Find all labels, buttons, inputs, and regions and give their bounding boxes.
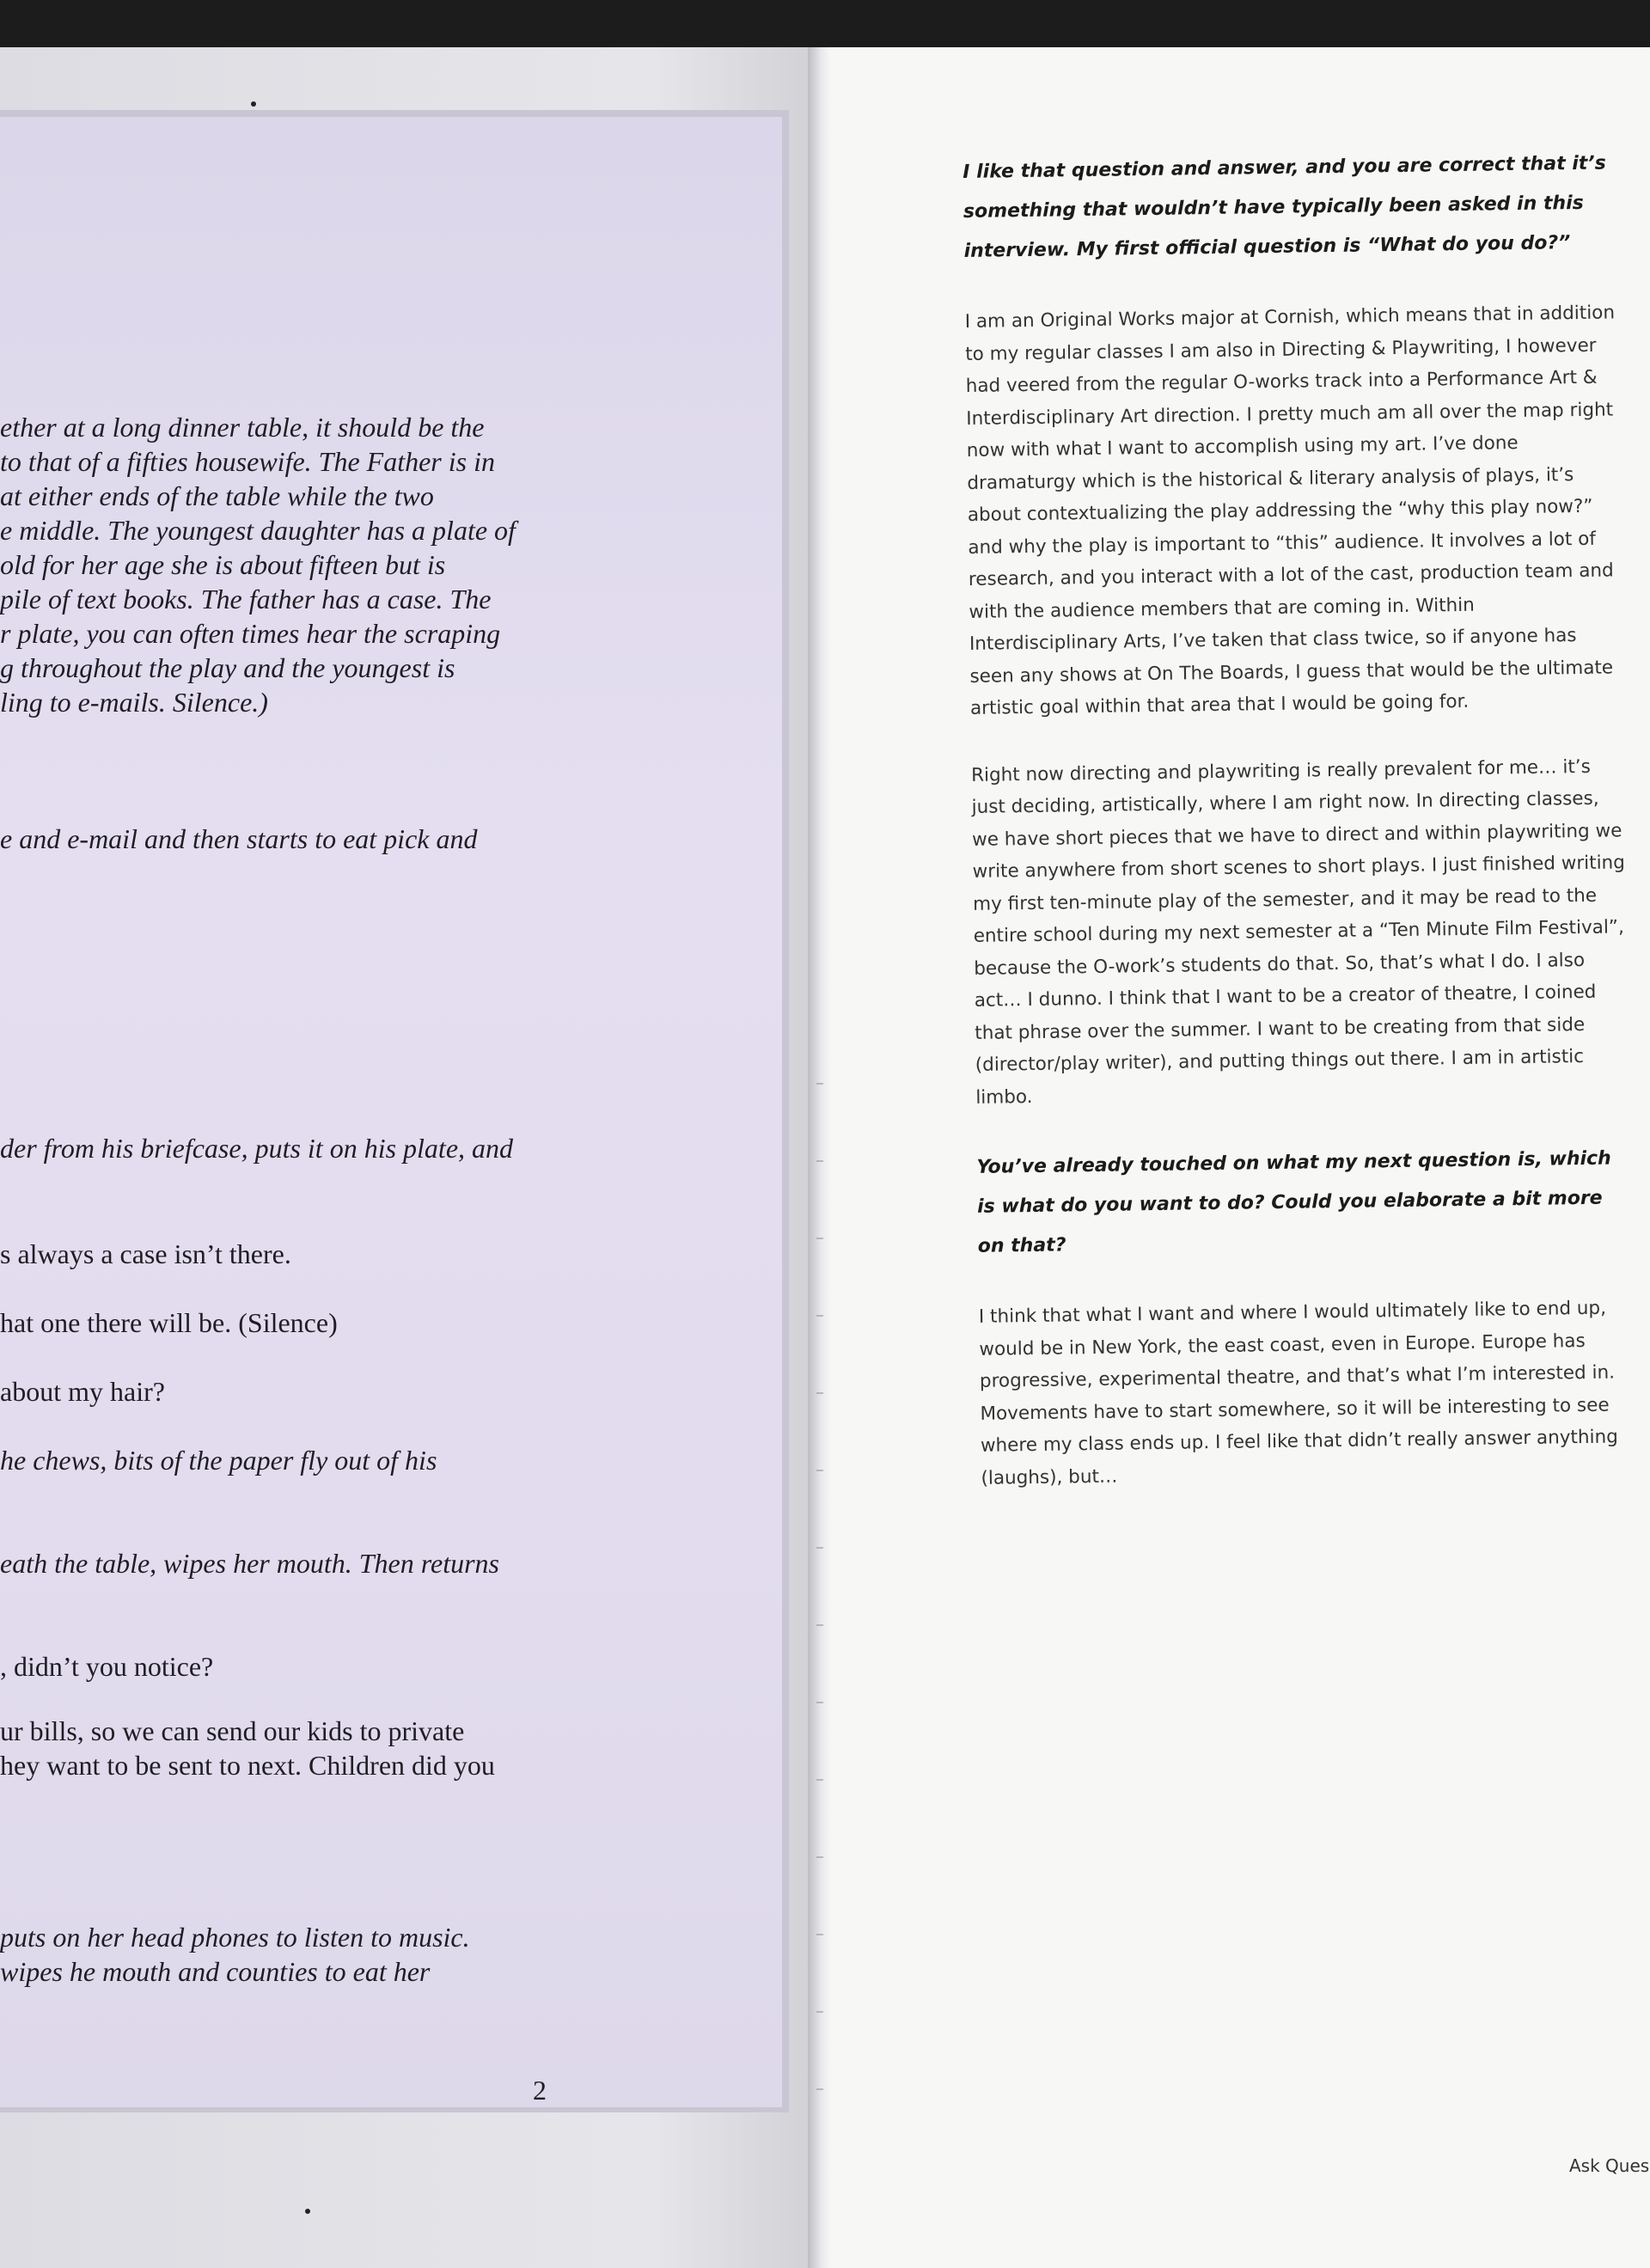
- script-line: g throughout the play and the youngest is: [0, 652, 455, 683]
- interview-question: I like that question and answer, and you are correct that it’s something that wouldn’t have typically been asked in this interview. My first official question is “What do you do?”: [962, 152, 1606, 262]
- interview-text: [962, 144, 1635, 1528]
- show-through-text: [0, 787, 7, 816]
- running-footer: Ask Ques: [1569, 2155, 1650, 2176]
- script-line: ling to e-mails. Silence.): [0, 687, 268, 718]
- script-line: puts on her head phones to listen to music.: [0, 1922, 470, 1953]
- script-line: , didn’t you notice?: [0, 1651, 214, 1682]
- inserted-script-sheet: [0, 117, 782, 2107]
- script-page-number: 2: [533, 2075, 547, 2106]
- script-line: e and e-mail and then starts to eat pick and: [0, 823, 478, 854]
- script-line: old for her age she is about fifteen but is: [0, 549, 446, 580]
- dust-speck: [251, 101, 256, 107]
- script-line: about my hair?: [0, 1376, 165, 1407]
- interview-answer: Right now directing and playwriting is really prevalent for me… it’s just deciding, artistically, where I am right now. In directing classes, we have short pieces that we have to direct and within playwriting we write anywhere from short scenes to short plays. I just finished writing my first ten-minute play of the semester, and it may be read to the entire school during my next semester at a “Ten Minute Film Festival”, because the O-work’s students do that. So, that’s what I do. I also act… I dunno. I think that I want to be a creator of theatre, I coined that phrase over the summer. I want to be creating from that side (director/play writer), and putting things out there. I am in artistic limbo.: [970, 755, 1626, 1109]
- script-line: wipes he mouth and counties to eat her: [0, 1956, 431, 1987]
- interview-question: You’ve already touched on what my next question is, which is what do you want to do? Could you elaborate a bit more on that?: [976, 1147, 1611, 1257]
- script-line: e middle. The youngest daughter has a plate of: [0, 515, 516, 546]
- script-line: to that of a fifties housewife. The Father is in: [0, 446, 495, 477]
- page-edge-marks: [816, 1031, 823, 2149]
- interview-answer: I think that what I want and where I would ultimately like to end up, would be in New York, the east coast, even in Europe. Europe has progressive, experimental theatre, and that’s what I’m interested in. Movements have to start somewhere, so it will be interesting to see where my class ends up. I feel like that didn’t really answer anything (laughs), but…: [978, 1297, 1618, 1489]
- script-line: eath the table, wipes her mouth. Then returns: [0, 1548, 499, 1579]
- script-line: der from his briefcase, puts it on his plate, and: [0, 1133, 514, 1164]
- script-line: pile of text books. The father has a case. The: [0, 584, 492, 614]
- script-line: r plate, you can often times hear the scraping: [0, 618, 501, 649]
- interview-answer: I am an Original Works major at Cornish, which means that in addition to my regular classes I am also in Directing & Playwriting, I however had veered from the regular O-works track into a Performance Art & Interdisciplinary Art direction. I pretty much am all over the map right now with what I want to accomplish using my art. I’ve done dramaturgy which is the historical & literary analysis of plays, it’s about contextualizing the play addressing the “why this play now?” and why the play is important to “this” audience. It involves a lot of research, and you interact with a lot of the cast, production team and with the audience members that are coming in. Within Interdisciplinary Arts, I’ve taken that class twice, so if anyone has seen any shows at On The Boards, I guess that would be the ultimate artistic goal within that area that I would be going for.: [964, 302, 1616, 719]
- script-line: hey want to be sent to next. Children did you: [0, 1750, 495, 1781]
- script-line: at either ends of the table while the two: [0, 480, 434, 511]
- dust-speck: [305, 2209, 310, 2214]
- script-line: s always a case isn’t there.: [0, 1238, 291, 1269]
- script-line: ur bills, so we can send our kids to private: [0, 1715, 465, 1746]
- script-line: hat one there will be. (Silence): [0, 1307, 338, 1338]
- script-line: ether at a long dinner table, it should be the: [0, 412, 485, 443]
- script-line: he chews, bits of the paper fly out of his: [0, 1445, 437, 1476]
